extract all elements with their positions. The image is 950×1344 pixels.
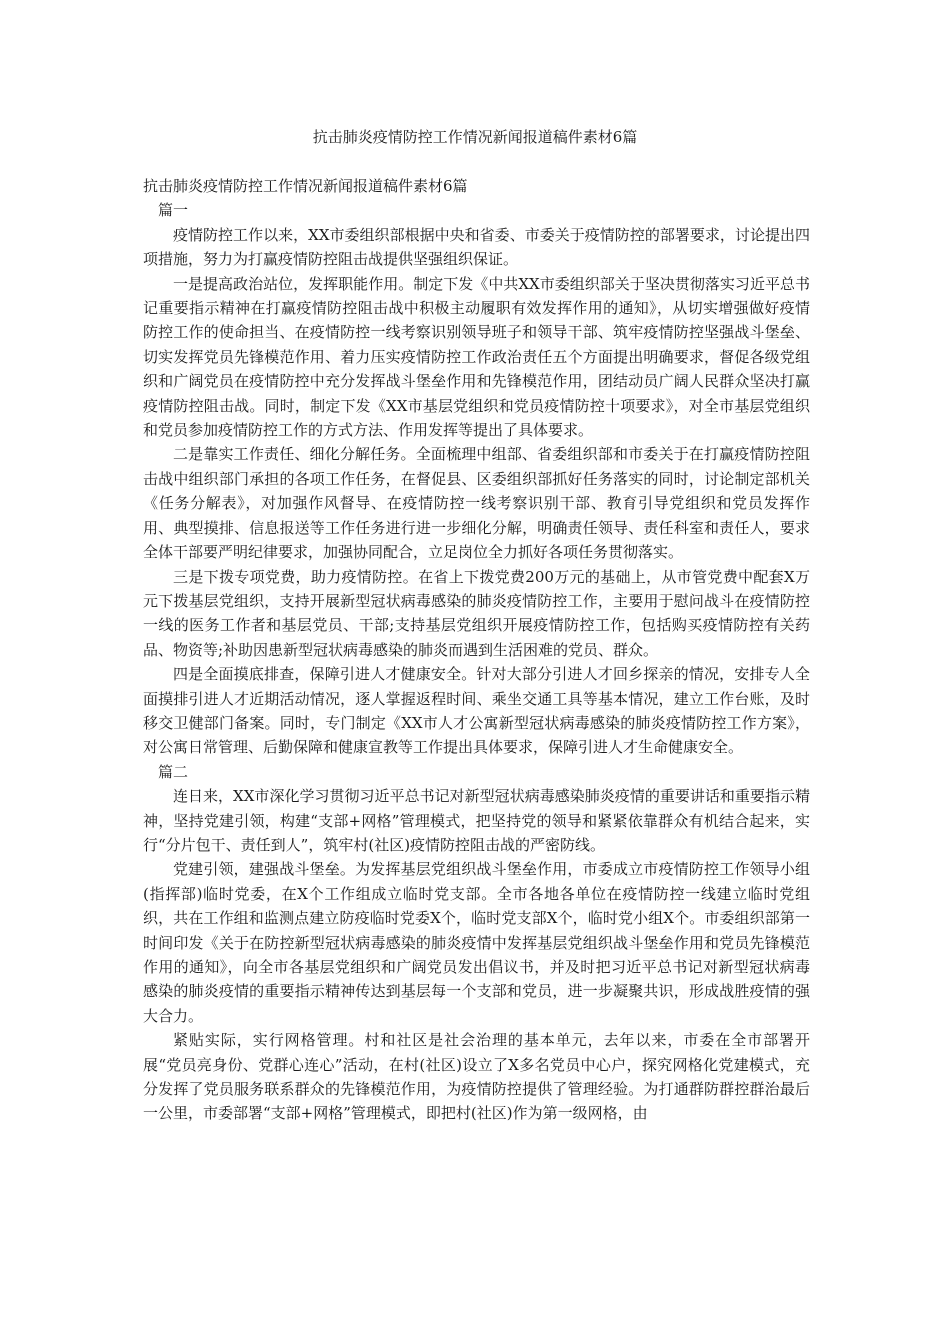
- paragraph: 连日来，XX市深化学习贯彻习近平总书记对新型冠状病毒感染肺炎疫情的重要讲话和重要指示精神，坚持党建引领，构建“支部+网格”管理模式，把坚持党的领导和紧紧依靠群众有机结合起来，实行“分片包干、责任到人”，筑牢村(社区)疫情防控阻击战的严密防线。: [143, 787, 810, 854]
- paragraph: 党建引领，建强战斗堡垒。为发挥基层党组织战斗堡垒作用，市委成立市疫情防控工作领导小组(指挥部)临时党委，在X个工作组成立临时党支部。全市各地各单位在疫情防控一线建立临时党组织，共在工作组和监测点建立防疫临时党委X个，临时党支部X个，临时党小组X个。市委组织部第一时间印发《关于在防控新型冠状病毒感染的肺炎疫情中发挥基层党组织战斗堡垒作用和党员先锋模范作用的通知》，向全市各基层党组织和广阔党员发出倡议书，并及时把习近平总书记对新型冠状病毒感染的肺炎疫情的重要指示精神传达到基层每一个支部和党员，进一步凝聚共识，形成战胜疫情的强大合力。: [143, 860, 810, 1025]
- paragraph: 二是靠实工作责任、细化分解任务。全面梳理中组部、省委组织部和市委关于在打赢疫情防控阻击战中组织部门承担的各项工作任务，在督促县、区委组织部抓好任务落实的同时，讨论制定部机关《任务分解表》，对加强作风督导、在疫情防控一线考察识别干部、教育引导党组织和党员发挥作用、典型摸排、信息报送等工作任务进行进一步细化分解，明确责任领导、责任科室和责任人，要求全体干部要严明纪律要求，加强协同配合，立足岗位全力抓好各项任务贯彻落实。: [143, 445, 810, 562]
- paragraph: 疫情防控工作以来，XX市委组织部根据中央和省委、市委关于疫情防控的部署要求，讨论提出四项措施，努力为打赢疫情防控阻击战提供坚强组织保证。: [143, 225, 810, 269]
- paragraph: 紧贴实际，实行网格管理。村和社区是社会治理的基本单元，去年以来，市委在全市部署开展“党员亮身份、党群心连心”活动，在村(社区)设立了X多名党员中心户，探究网格化党建模式，充分发挥了党员服务联系群众的先锋模范作用，为疫情防控提供了管理经验。为打通群防群控群治最后一公里，市委部署“支部+网格”管理模式，即把村(社区)作为第一级网格，由: [143, 1031, 810, 1123]
- document-body: [143, 174, 810, 1126]
- paragraph: 三是下拨专项党费，助力疫情防控。在省上下拨党费200万元的基础上，从市管党费中配套X万元下拨基层党组织，支持开展新型冠状病毒感染的肺炎疫情防控工作，主要用于慰问战斗在疫情防控一线的医务工作者和基层党员、干部;支持基层党组织开展疫情防控工作，包括购买疫情防控有关药品、物资等;补助因患新型冠状病毒感染的肺炎而遇到生活困难的党员、群众。: [143, 567, 810, 659]
- page-title: 抗击肺炎疫情防控工作情况新闻报道稿件素材6篇: [312, 128, 638, 146]
- section-label-1: 篇一: [158, 201, 189, 220]
- document-heading: 抗击肺炎疫情防控工作情况新闻报道稿件素材6篇: [143, 177, 468, 195]
- paragraph: 四是全面摸底排查，保障引进人才健康安全。针对大部分引进人才回乡探亲的情况，安排专人全面摸排引进人才近期活动情况，逐人掌握返程时间、乘坐交通工具等基本情况，建立工作台账，及时移交卫健部门备案。同时，专门制定《XX市人才公寓新型冠状病毒感染的肺炎疫情防控工作方案》，对公寓日常管理、后勤保障和健康宣教等工作提出具体要求，保障引进人才生命健康安全。: [143, 665, 810, 757]
- paragraph: 一是提高政治站位，发挥职能作用。制定下发《中共XX市委组织部关于坚决贯彻落实习近平总书记重要指示精神在打赢疫情防控阻击战中积极主动履职有效发挥作用的通知》，从切实增强做好疫情防控工作的使命担当、在疫情防控一线考察识别领导班子和领导干部、筑牢疫情防控坚强战斗堡垒、切实发挥党员先锋模范作用、着力压实疫情防控工作政治责任五个方面提出明确要求，督促各级党组织和广阔党员在疫情防控中充分发挥战斗堡垒作用和先锋模范作用，团结动员广阔人民群众坚决打赢疫情防控阻击战。同时，制定下发《XX市基层党组织和党员疫情防控十项要求》，对全市基层党组织和党员参加疫情防控工作的方式方法、作用发挥等提出了具体要求。: [143, 274, 810, 440]
- section-label-2: 篇二: [158, 762, 189, 781]
